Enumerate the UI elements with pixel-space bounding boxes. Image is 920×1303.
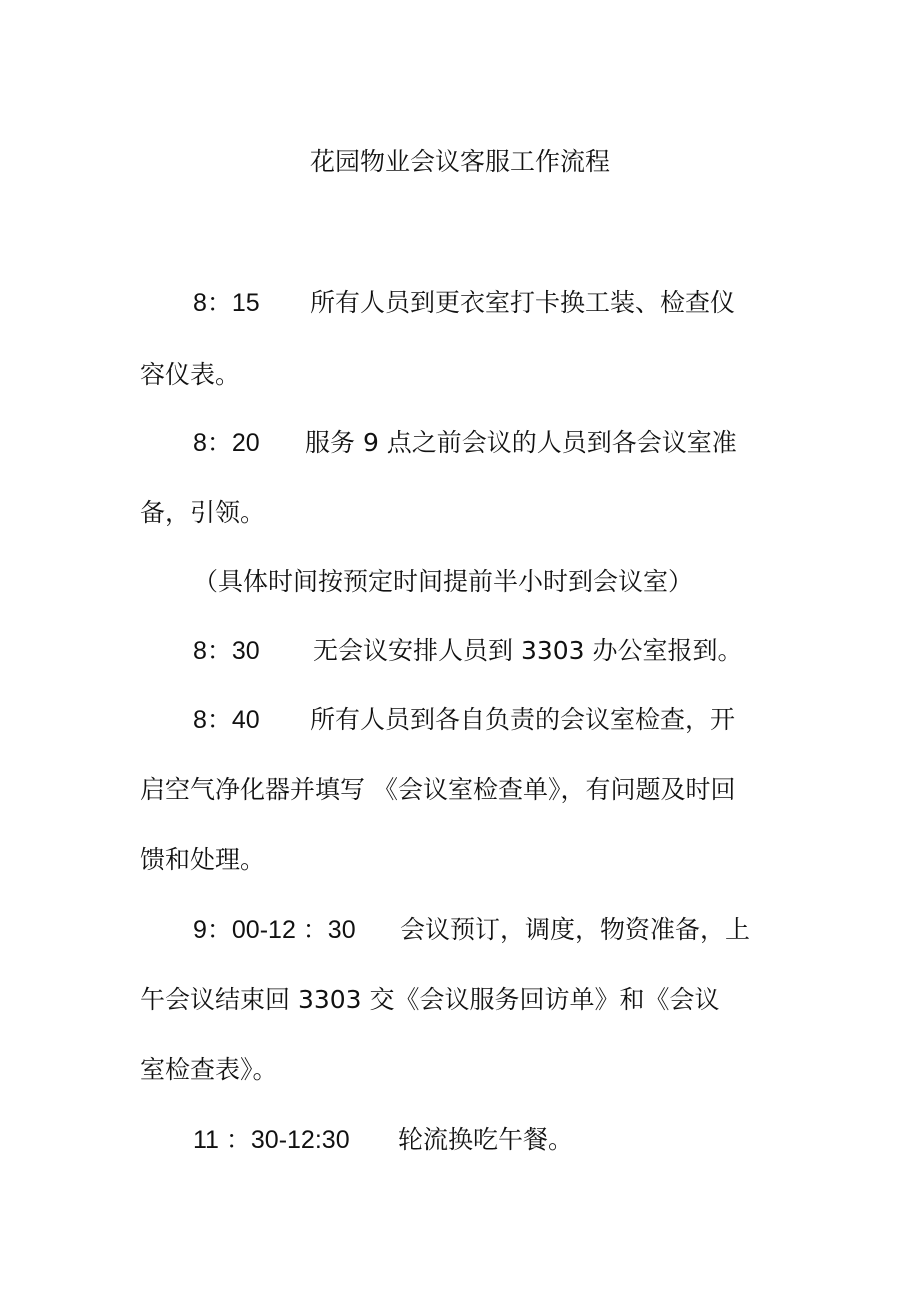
entry-text: 容仪表。 [140,360,241,389]
entry-text: 会议预订，调度，物资准备，上 [400,915,751,944]
entry-text: 馈和处理。 [140,845,266,874]
entry-text: 室检查表》。 [140,1055,278,1084]
entry-text: 所有人员到各自负责的会议室检查，开 [310,705,736,734]
entry-text: 所有人员到更衣室打卡换工装、检查仪 [310,288,736,317]
entry-text: 备，引领。 [140,498,266,527]
document-title: 花园物业会议客服工作流程 [309,147,610,176]
entry-time: 8：20 [193,429,260,457]
entry-time: 9：00-12 ：30 [193,916,356,944]
entry-text: 无会议安排人员到 3303 办公室报到。 [313,636,743,665]
entry-note: （具体时间按预定时间提前半小时到会议室） [193,567,694,596]
entry-time: 8：15 [193,289,260,317]
entry-text: 服务 9 点之前会议的人员到各会议室准 [305,428,737,457]
entry-time: 8：30 [193,637,260,665]
entry-text: 午会议结束回 3303 交《会议服务回访单》和《会议 [140,985,720,1014]
entry-time: 11 ：30-12:30 [193,1126,350,1154]
entry-time: 8：40 [193,706,260,734]
entry-text: 启空气净化器并填写 《会议室检查单》，有问题及时回 [140,775,736,804]
entry-text: 轮流换吃午餐。 [398,1125,574,1154]
